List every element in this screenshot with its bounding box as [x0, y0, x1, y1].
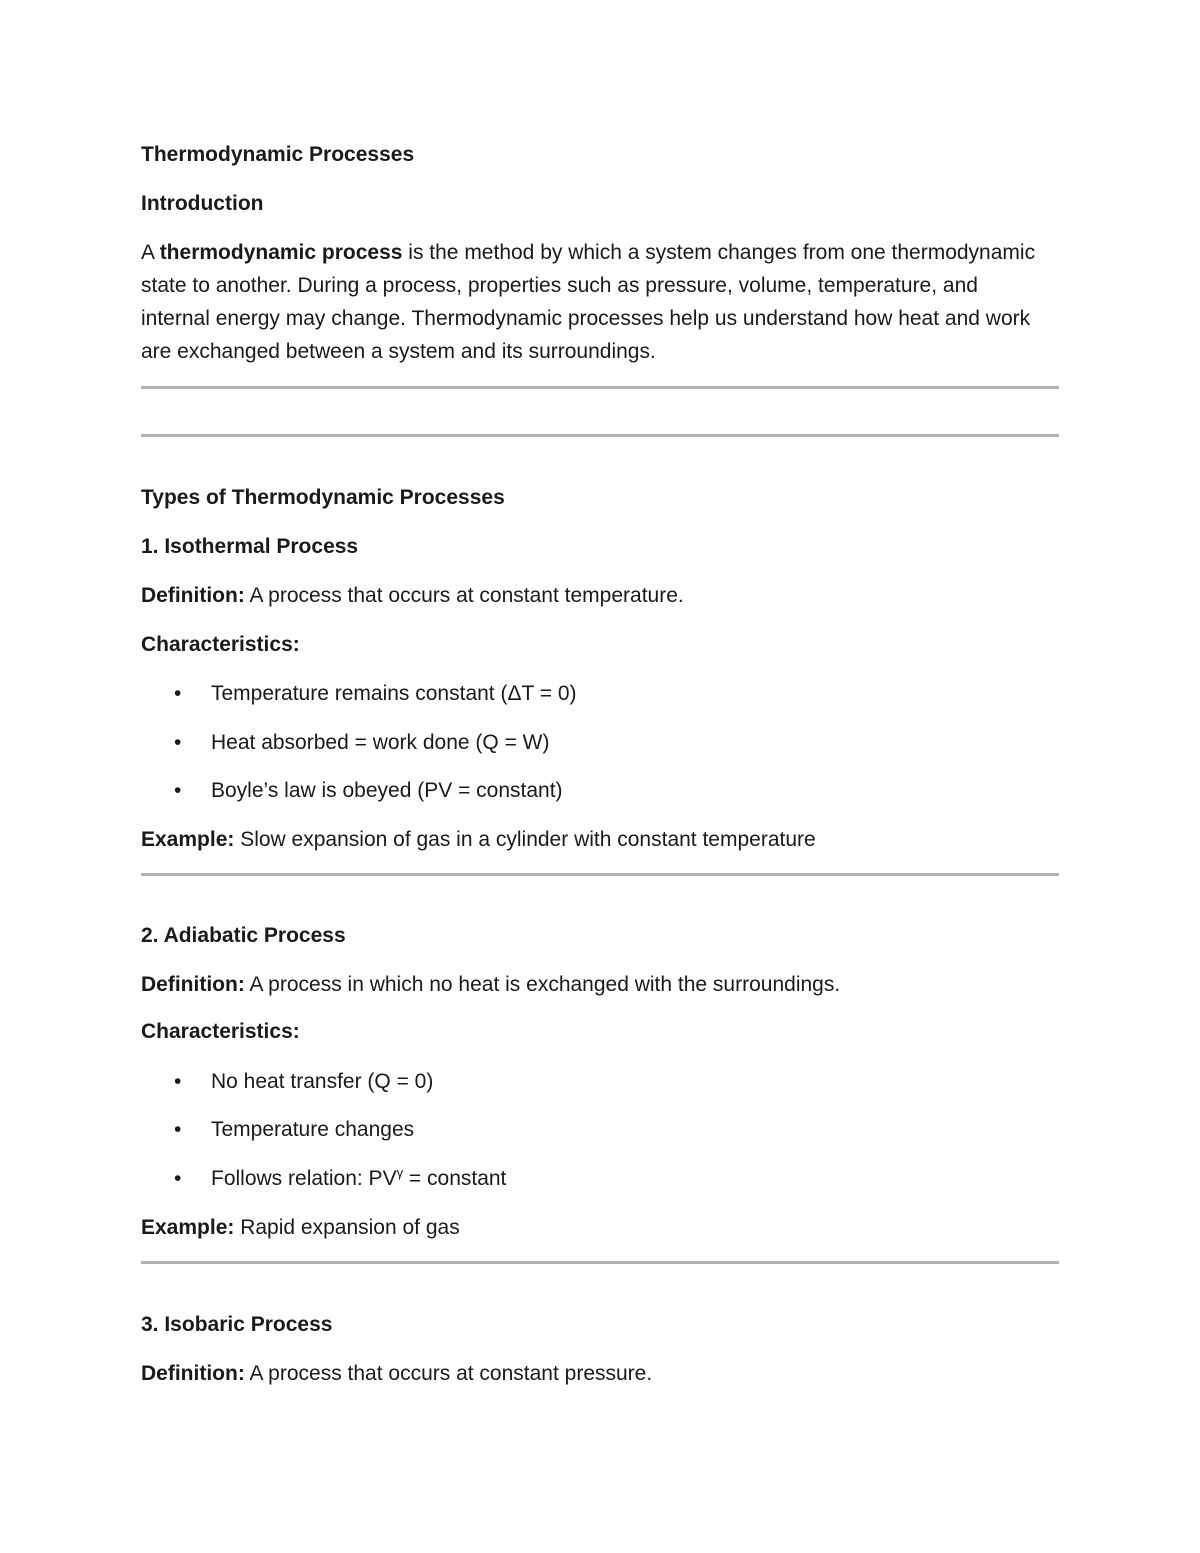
adiabatic-bullet-list [141, 1065, 1059, 1195]
isothermal-definition [141, 579, 1059, 612]
divider-3 [141, 873, 1059, 876]
isothermal-characteristics-label: Characteristics: [141, 633, 300, 656]
list-item-text: Heat absorbed = work done (Q = W) [211, 731, 550, 754]
example-text: Rapid expansion of gas [234, 1216, 460, 1239]
intro-line-1-rest: is the method by which a system changes from one thermodynamic [402, 241, 1036, 264]
definition-label: Definition: [141, 1362, 245, 1385]
intro-term-bold: thermodynamic process [159, 241, 403, 264]
list-item [141, 1065, 1059, 1098]
isothermal-example [141, 823, 1059, 856]
list-item-text [211, 1162, 506, 1195]
list-item-text: No heat transfer (Q = 0) [211, 1070, 434, 1093]
bullet-icon: • [174, 779, 182, 802]
adiabatic-definition [141, 968, 1059, 1001]
list-item [141, 726, 1059, 759]
bullet-icon: • [174, 1070, 182, 1093]
bullet-icon: • [174, 1167, 182, 1190]
divider-2 [141, 434, 1059, 437]
definition-text: A process in which no heat is exchanged with the surroundings. [244, 973, 841, 996]
definition-label: Definition: [141, 973, 245, 996]
intro-line-3: internal energy may change. Thermodynamic processes help us understand how heat and work [141, 307, 1031, 330]
list-item-text: Boyle’s law is obeyed (PV = constant) [211, 779, 563, 802]
list-item [141, 1162, 1059, 1195]
isothermal-bullet-list [141, 677, 1059, 807]
intro-line-2: state to another. During a process, properties such as pressure, volume, temperature, and [141, 274, 978, 297]
intro-line-1 [141, 236, 1059, 269]
document-page [141, 138, 1059, 1390]
isobaric-definition [141, 1357, 1059, 1390]
relation-suffix: = constant [403, 1167, 507, 1190]
isobaric-heading: 3. Isobaric Process [141, 1313, 333, 1336]
adiabatic-characteristics-label: Characteristics: [141, 1020, 300, 1043]
list-item-text: Temperature changes [211, 1118, 415, 1141]
divider-4 [141, 1261, 1059, 1264]
divider-1 [141, 386, 1059, 389]
list-item [141, 677, 1059, 710]
bullet-icon: • [174, 682, 182, 705]
list-item-text: Temperature remains constant (ΔT = 0) [211, 682, 577, 705]
definition-text: A process that occurs at constant temperature. [244, 584, 684, 607]
types-heading: Types of Thermodynamic Processes [141, 486, 505, 509]
document-title: Thermodynamic Processes [141, 143, 415, 166]
example-label: Example: [141, 828, 235, 851]
relation-prefix: Follows relation: PV [211, 1167, 397, 1190]
list-item [141, 774, 1059, 807]
intro-line-4: are exchanged between a system and its surroundings. [141, 340, 656, 363]
example-label: Example: [141, 1216, 235, 1239]
definition-label: Definition: [141, 584, 245, 607]
definition-text: A process that occurs at constant pressure. [244, 1362, 653, 1385]
example-text: Slow expansion of gas in a cylinder with constant temperature [234, 828, 816, 851]
bullet-icon: • [174, 1118, 182, 1141]
adiabatic-heading: 2. Adiabatic Process [141, 924, 346, 947]
gamma-superscript: γ [396, 1165, 404, 1180]
bullet-icon: • [174, 731, 182, 754]
introduction-heading: Introduction [141, 192, 264, 215]
intro-line-1-prefix: A [141, 241, 160, 264]
isothermal-heading: 1. Isothermal Process [141, 535, 359, 558]
adiabatic-example [141, 1211, 1059, 1244]
list-item [141, 1113, 1059, 1146]
introduction-paragraph [141, 236, 1059, 368]
